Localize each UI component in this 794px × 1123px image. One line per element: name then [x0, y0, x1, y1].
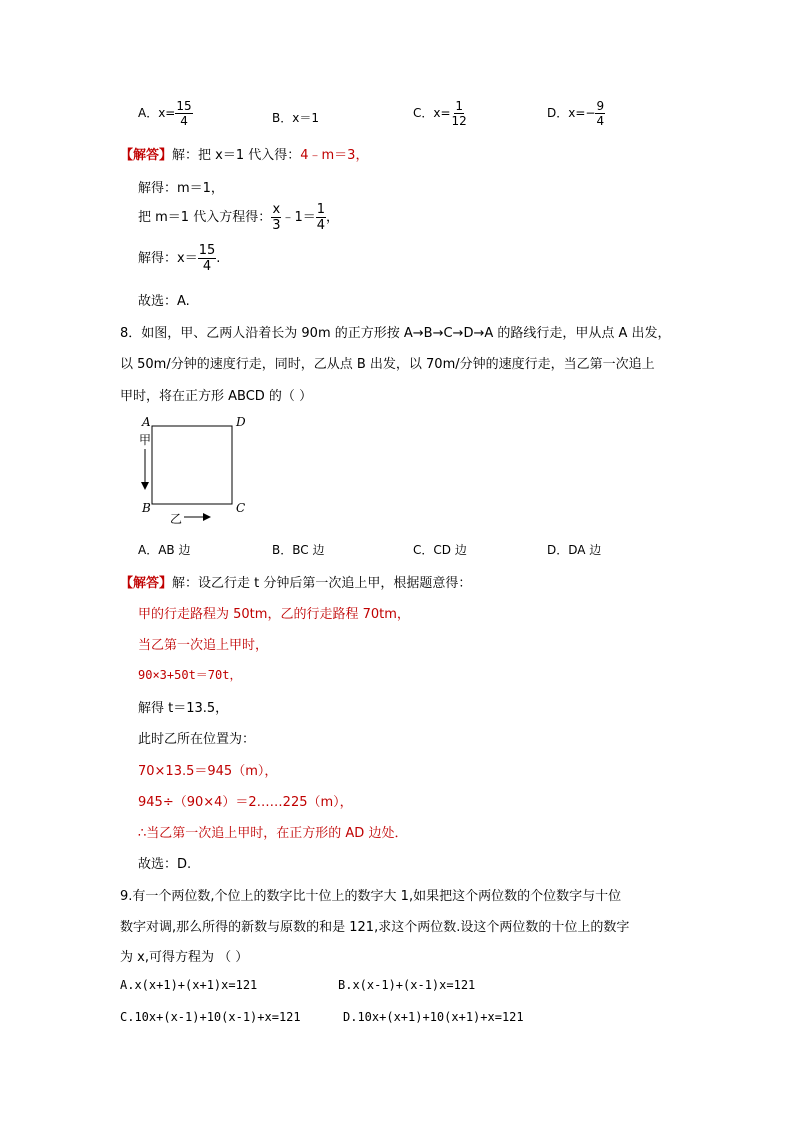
- q7-option-d: D．x=− $\frac{9}{4}$: [547, 99, 605, 128]
- fraction: $\frac{1}{12}$: [451, 99, 467, 128]
- yi-label: 乙: [170, 512, 183, 526]
- q8-step7: 945÷（90×4）＝2……225（m），: [138, 795, 353, 810]
- q9-option-b: B.x(x-1)+(x-1)x=121: [338, 978, 476, 992]
- q8-option-c: C．CD 边: [413, 543, 467, 557]
- q8-option-b: B．BC 边: [272, 543, 325, 557]
- q9-stem-line2: 数字对调,那么所得的新数与原数的和是 121,求这个两位数.设这个两位数的十位上的数字: [120, 920, 630, 935]
- yi-arrow-head: [203, 513, 211, 521]
- vertex-a-label: A: [142, 415, 151, 429]
- square-figure: [130, 410, 260, 528]
- q8-step6: 70×13.5＝945（m），: [138, 764, 278, 779]
- q9-option-c: C.10x+(x-1)+10(x-1)+x=121: [120, 1010, 301, 1024]
- q7-step1: 解得：m＝1，: [138, 181, 224, 196]
- q8-step4: 解得 t＝13.5，: [138, 701, 229, 716]
- q9-option-d: D.10x+(x+1)+10(x+1)+x=121: [343, 1010, 524, 1024]
- fraction: $\frac{9}{4}$: [596, 99, 605, 128]
- q9-option-a: A.x(x+1)+(x+1)x=121: [120, 978, 258, 992]
- q8-step3: 90×3+50t＝70t，: [138, 668, 242, 682]
- vertex-b-label: B: [142, 501, 151, 515]
- q7-step3: 解得：x＝ $\frac{15}{4}$ .: [138, 243, 221, 274]
- fraction: $\frac{15}{4}$: [176, 99, 192, 128]
- q8-answer-line: 【解答】解：设乙行走 t 分钟后第一次追上甲，根据题意得：: [120, 576, 472, 591]
- q8-step1: 甲的行走路程为 50tm，乙的行走路程 70tm，: [138, 607, 410, 622]
- q8-option-d: D．DA 边: [547, 543, 602, 557]
- q8-choice: 故选：D.: [138, 857, 192, 872]
- q7-option-a: A．x= $\frac{15}{4}$: [138, 99, 192, 128]
- q7-option-b: B．x＝1: [272, 111, 319, 125]
- q8-stem-line1: 8．如图，甲、乙两人沿着长为 90m 的正方形按 A→B→C→D→A 的路线行走，甲从点 A 出发，: [120, 326, 671, 341]
- q8-stem-line2: 以 50m/分钟的速度行走，同时，乙从点 B 出发，以 70m/分钟的速度行走，当乙第一次追上: [120, 357, 655, 372]
- q8-step8: ∴当乙第一次追上甲时，在正方形的 AD 边处．: [138, 826, 408, 841]
- q8-option-a: A．AB 边: [138, 543, 191, 557]
- q8-stem-line3: 甲时，将在正方形 ABCD 的（ ）: [120, 389, 313, 404]
- q7-option-c: C．x= $\frac{1}{12}$: [413, 99, 467, 128]
- jia-arrow-head: [141, 482, 149, 490]
- q9-stem-line3: 为 x,可得方程为 （ ）: [120, 950, 249, 965]
- q9-stem-line1: 9.有一个两位数,个位上的数字比十位上的数字大 1,如果把这个两位数的个位数字与十位: [120, 889, 622, 904]
- vertex-d-label: D: [236, 415, 246, 429]
- vertex-c-label: C: [236, 501, 246, 515]
- q7-choice: 故选：A.: [138, 294, 190, 309]
- q7-answer-line: 【解答】解：把 x＝1 代入得：4﹣m＝3，: [120, 148, 369, 163]
- square-abcd: [152, 426, 232, 504]
- q8-step2: 当乙第一次追上甲时，: [138, 638, 269, 653]
- q8-step5: 此时乙所在位置为：: [138, 732, 256, 747]
- q7-step2: 把 m＝1 代入方程得： $\frac{x}{3}$ ﹣1＝ $\frac{1}{4}$ ，: [138, 202, 340, 233]
- jia-label: 甲: [139, 433, 152, 447]
